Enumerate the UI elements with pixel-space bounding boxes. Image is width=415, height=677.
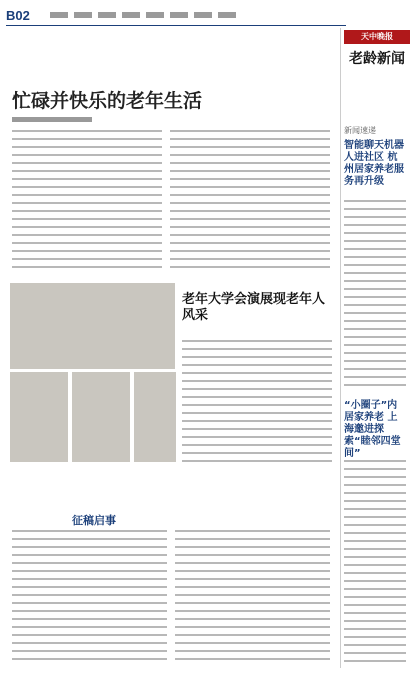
ad-body-col-1 — [12, 530, 167, 660]
main-headline: 忙碌并快乐的老年生活 — [12, 90, 203, 112]
sidebar-headline-2: “小圈子”内居家养老 上海邀进探索“睦邻四堂间” — [344, 400, 401, 459]
photo-4 — [134, 372, 176, 462]
sidebar-body-1 — [344, 200, 406, 390]
ad-body-col-2 — [175, 530, 330, 660]
byline-placeholder — [12, 117, 92, 122]
section-masthead — [344, 30, 410, 120]
feature-body-text — [182, 340, 332, 468]
header-meta-placeholder — [50, 12, 240, 18]
photo-1 — [10, 283, 175, 369]
sidebar-label: 新闻速递 — [344, 126, 376, 135]
section-title: 老龄新闻 — [349, 51, 405, 67]
sidebar-headline-1: 智能聊天机器人进社区 杭州居家养老服务再升级 — [344, 140, 404, 187]
brand-name: 天中晚报 — [361, 32, 393, 41]
body-text-col-1 — [12, 130, 162, 268]
body-text-col-2 — [170, 130, 330, 268]
photo-2 — [10, 372, 68, 462]
page-header — [6, 8, 409, 24]
sidebar-divider — [340, 28, 341, 668]
header-rule — [6, 25, 346, 26]
page-number: B02 — [6, 8, 30, 23]
feature-headline: 老年大学会演展现老年人风采 — [182, 292, 326, 323]
photo-3 — [72, 372, 130, 462]
sidebar-body-2 — [344, 460, 406, 665]
ad-title: 征稿启事 — [72, 514, 116, 527]
brand-box — [344, 30, 410, 44]
